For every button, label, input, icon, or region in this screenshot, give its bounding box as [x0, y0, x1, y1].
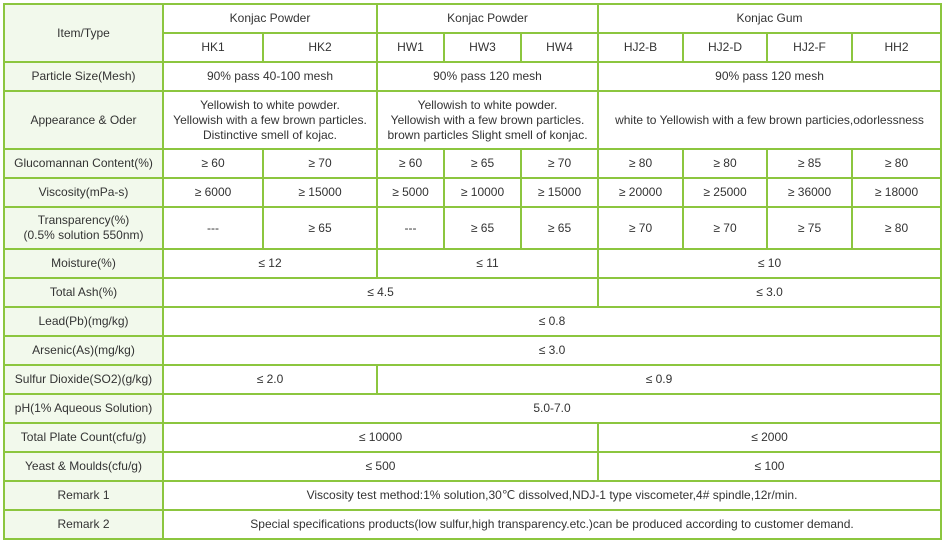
table-row-viscosity	[5, 179, 942, 208]
model-header-hj2-f: HJ2-F	[768, 34, 853, 63]
table-row-lead	[5, 308, 942, 337]
row-label: Glucomannan Content(%)	[5, 150, 164, 179]
table-cell: ≥ 5000	[378, 179, 445, 208]
row-label: Sulfur Dioxide(SO2)(g/kg)	[5, 366, 164, 395]
group-header-konjac-gum: Konjac Gum	[599, 5, 942, 34]
table-cell: ≥ 65	[445, 150, 522, 179]
table-cell: ≤ 3.0	[164, 337, 942, 366]
table-cell: ≤ 11	[378, 250, 599, 279]
table-cell: ≥ 18000	[853, 179, 942, 208]
table-row-transparency	[5, 208, 942, 250]
table-row-total-ash	[5, 279, 942, 308]
model-header-hk1: HK1	[164, 34, 264, 63]
table-row-plate-count	[5, 424, 942, 453]
table-cell: ≤ 4.5	[164, 279, 599, 308]
table-row-arsenic	[5, 337, 942, 366]
row-label: Total Ash(%)	[5, 279, 164, 308]
row-label: Arsenic(As)(mg/kg)	[5, 337, 164, 366]
table-cell: ≥ 80	[599, 150, 684, 179]
table-cell: ≥ 80	[853, 150, 942, 179]
model-header-hk2: HK2	[264, 34, 378, 63]
table-cell: ≥ 65	[522, 208, 599, 250]
row-label: Particle Size(Mesh)	[5, 63, 164, 92]
table-cell: ≥ 65	[264, 208, 378, 250]
row-label: Lead(Pb)(mg/kg)	[5, 308, 164, 337]
table-row-remark-2	[5, 511, 942, 540]
table-row-moisture	[5, 250, 942, 279]
row-label: Total Plate Count(cfu/g)	[5, 424, 164, 453]
table-cell: white to Yellowish with a few brown particies,odorlessness	[599, 92, 942, 150]
table-cell: ≥ 25000	[684, 179, 768, 208]
table-cell: ≤ 500	[164, 453, 599, 482]
table-cell: ≤ 3.0	[599, 279, 942, 308]
table-cell: 5.0-7.0	[164, 395, 942, 424]
table-cell: ≤ 12	[164, 250, 378, 279]
appearance-line: brown particles Slight smell of konjac.	[387, 127, 588, 142]
row-label: Yeast & Moulds(cfu/g)	[5, 453, 164, 482]
table-cell: 90% pass 120 mesh	[378, 63, 599, 92]
model-header-hj2-d: HJ2-D	[684, 34, 768, 63]
table-row-ph	[5, 395, 942, 424]
model-header-hh2: HH2	[853, 34, 942, 63]
row-label	[5, 208, 164, 250]
table-cell: ≥ 80	[684, 150, 768, 179]
table-cell: ≤ 0.8	[164, 308, 942, 337]
table-cell: ≥ 6000	[164, 179, 264, 208]
table-cell: 90% pass 120 mesh	[599, 63, 942, 92]
table-row-sulfur-dioxide	[5, 366, 942, 395]
appearance-line: Yellowish with a few brown particles.	[390, 112, 585, 127]
table-cell: ≥ 20000	[599, 179, 684, 208]
table-cell	[164, 92, 378, 150]
row-label-line: (0.5% solution 550nm)	[23, 228, 144, 242]
table-cell: ≤ 10000	[164, 424, 599, 453]
group-header-konjac-powder-hw: Konjac Powder	[378, 5, 599, 34]
row-label: Appearance & Oder	[5, 92, 164, 150]
group-header-konjac-powder-hk: Konjac Powder	[164, 5, 378, 34]
table-row-particle-size	[5, 63, 942, 92]
table-cell: Special specifications products(low sulfur,high transparency.etc.)can be produced according to customer demand.	[164, 511, 942, 540]
table-cell: ≥ 70	[522, 150, 599, 179]
table-cell: Viscosity test method:1% solution,30℃ dissolved,NDJ-1 type viscometer,4# spindle,12r/min.	[164, 482, 942, 511]
spec-table	[3, 3, 942, 540]
row-label: Moisture(%)	[5, 250, 164, 279]
table-cell: ≥ 36000	[768, 179, 853, 208]
table-row-appearance	[5, 92, 942, 150]
row-label: Viscosity(mPa-s)	[5, 179, 164, 208]
row-label-line: Transparency(%)	[37, 213, 130, 227]
table-cell: ≥ 15000	[522, 179, 599, 208]
appearance-line: Yellowish to white powder.	[200, 97, 340, 112]
table-cell: ≤ 10	[599, 250, 942, 279]
table-cell: ≥ 15000	[264, 179, 378, 208]
table-row-remark-1	[5, 482, 942, 511]
table-cell: ≤ 100	[599, 453, 942, 482]
table-row-glucomannan	[5, 150, 942, 179]
table-cell: ≥ 70	[599, 208, 684, 250]
table-cell: ≥ 75	[768, 208, 853, 250]
table-cell: ≥ 10000	[445, 179, 522, 208]
model-header-hj2-b: HJ2-B	[599, 34, 684, 63]
model-header-hw3: HW3	[445, 34, 522, 63]
table-cell: ≤ 0.9	[378, 366, 942, 395]
table-cell: ≥ 80	[853, 208, 942, 250]
table-cell: ≥ 85	[768, 150, 853, 179]
table-cell: ---	[378, 208, 445, 250]
table-cell: ---	[164, 208, 264, 250]
item-type-header: Item/Type	[5, 5, 164, 63]
table-cell: ≥ 65	[445, 208, 522, 250]
table-row-yeast-moulds	[5, 453, 942, 482]
appearance-line: Distinctive smell of kojac.	[202, 127, 338, 142]
row-label: Remark 2	[5, 511, 164, 540]
row-label: Remark 1	[5, 482, 164, 511]
table-cell: ≥ 70	[684, 208, 768, 250]
table-cell: ≤ 2.0	[164, 366, 378, 395]
table-cell: ≥ 60	[164, 150, 264, 179]
table-cell: ≥ 70	[264, 150, 378, 179]
appearance-line: Yellowish to white powder.	[417, 97, 558, 112]
model-header-hw1: HW1	[378, 34, 445, 63]
table-cell	[378, 92, 599, 150]
row-label: pH(1% Aqueous Solution)	[5, 395, 164, 424]
appearance-line: Yellowish with a few brown particles.	[173, 112, 367, 127]
model-header-hw4: HW4	[522, 34, 599, 63]
header-row-groups	[5, 5, 942, 34]
table-cell: ≤ 2000	[599, 424, 942, 453]
table-cell: 90% pass 40-100 mesh	[164, 63, 378, 92]
table-cell: ≥ 60	[378, 150, 445, 179]
